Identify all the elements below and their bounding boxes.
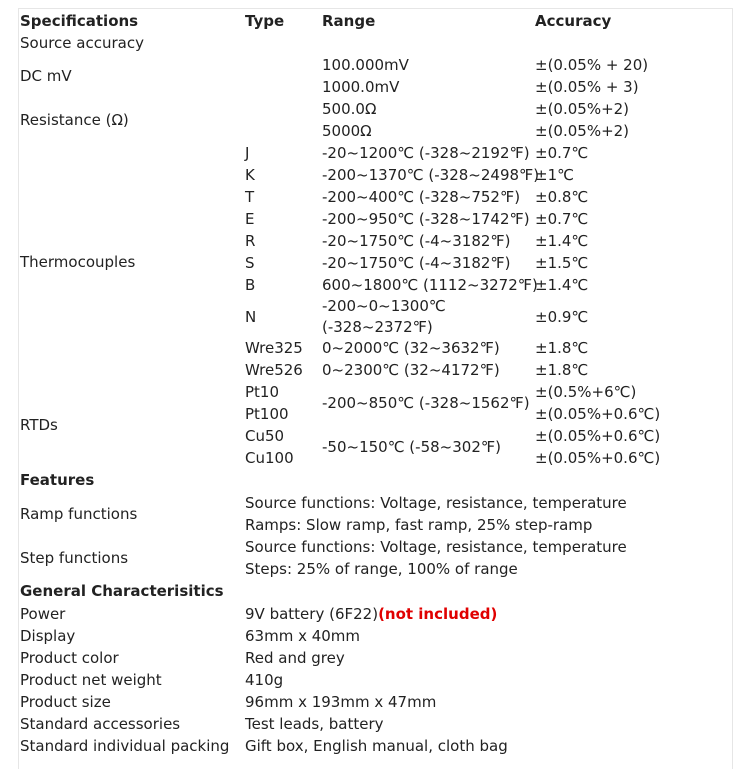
rtd-type-pt100: Pt100 xyxy=(245,405,289,423)
color-label: Product color xyxy=(20,649,119,667)
step-functions-line2: Steps: 25% of range, 100% of range xyxy=(245,560,518,578)
tc-accuracy-s: ±1.5℃ xyxy=(535,254,589,272)
step-functions-label: Step functions xyxy=(20,549,129,567)
tc-type-wre526: Wre526 xyxy=(245,361,303,379)
rtd-accuracy-pt100: ±(0.05%+0.6℃) xyxy=(535,405,661,423)
weight-value: 410g xyxy=(245,671,284,689)
header-accuracy: Accuracy xyxy=(535,12,612,30)
tc-accuracy-wre526: ±1.8℃ xyxy=(535,361,589,379)
weight-label: Product net weight xyxy=(20,671,162,689)
rtd-accuracy-cu50: ±(0.05%+0.6℃) xyxy=(535,427,661,445)
dcmv-range-1: 100.000mV xyxy=(322,56,409,74)
thermocouples-label: Thermocouples xyxy=(20,253,136,271)
rtd-accuracy-cu100: ±(0.05%+0.6℃) xyxy=(535,449,661,467)
resistance-range-1: 500.0Ω xyxy=(322,100,377,118)
tc-range-n-line1: -200~0~1300℃ xyxy=(322,297,446,315)
power-label: Power xyxy=(20,605,66,623)
display-label: Display xyxy=(20,627,76,645)
tc-range-b: 600~1800℃ (1112~3272℉) xyxy=(322,276,538,294)
tc-accuracy-r: ±1.4℃ xyxy=(535,232,589,250)
dcmv-accuracy-2: ±(0.05% + 3) xyxy=(535,78,639,96)
tc-accuracy-wre325: ±1.8℃ xyxy=(535,339,589,357)
resistance-range-2: 5000Ω xyxy=(322,122,372,140)
tc-type-n: N xyxy=(245,308,257,326)
tc-type-wre325: Wre325 xyxy=(245,339,303,357)
header-type: Type xyxy=(245,12,285,30)
tc-type-k: K xyxy=(245,166,255,184)
rtd-type-cu50: Cu50 xyxy=(245,427,285,445)
tc-type-j: J xyxy=(245,144,250,162)
tc-accuracy-n: ±0.9℃ xyxy=(535,308,589,326)
color-value: Red and grey xyxy=(245,649,345,667)
accessories-value: Test leads, battery xyxy=(245,715,384,733)
rtd-type-pt10: Pt10 xyxy=(245,383,280,401)
size-label: Product size xyxy=(20,693,111,711)
dcmv-accuracy-1: ±(0.05% + 20) xyxy=(535,56,649,74)
tc-range-r: -20~1750℃ (-4~3182℉) xyxy=(322,232,511,250)
tc-type-r: R xyxy=(245,232,256,250)
resistance-accuracy-2: ±(0.05%+2) xyxy=(535,122,630,140)
tc-type-b: B xyxy=(245,276,256,294)
step-functions-line1: Source functions: Voltage, resistance, temperature xyxy=(245,538,627,556)
tc-range-e: -200~950℃ (-328~1742℉) xyxy=(322,210,530,228)
packing-value: Gift box, English manual, cloth bag xyxy=(245,737,508,755)
rtds-label: RTDs xyxy=(20,416,58,434)
tc-range-wre325: 0~2000℃ (32~3632℉) xyxy=(322,339,500,357)
tc-accuracy-j: ±0.7℃ xyxy=(535,144,589,162)
ramp-functions-line2: Ramps: Slow ramp, fast ramp, 25% step-ramp xyxy=(245,516,593,534)
dcmv-label: DC mV xyxy=(20,67,72,85)
tc-accuracy-k: ±1℃ xyxy=(535,166,574,184)
power-note: (not included) xyxy=(378,605,498,623)
tc-type-t: T xyxy=(245,188,255,206)
tc-range-k: -200~1370℃ (-328~2498℉) xyxy=(322,166,540,184)
resistance-label: Resistance (Ω) xyxy=(20,111,129,129)
display-value: 63mm x 40mm xyxy=(245,627,361,645)
features-title: Features xyxy=(20,471,95,489)
tc-type-e: E xyxy=(245,210,255,228)
ramp-functions-line1: Source functions: Voltage, resistance, temperature xyxy=(245,494,627,512)
rtd-range-pt: -200~850℃ (-328~1562℉) xyxy=(322,394,530,412)
tc-range-n-line2: (-328~2372℉) xyxy=(322,318,433,336)
rtd-accuracy-pt10: ±(0.5%+6℃) xyxy=(535,383,637,401)
tc-range-t: -200~400℃ (-328~752℉) xyxy=(322,188,521,206)
header-specifications: Specifications xyxy=(20,12,139,30)
power-value-text: 9V battery (6F22) xyxy=(245,605,379,623)
ramp-functions-label: Ramp functions xyxy=(20,505,138,523)
tc-accuracy-b: ±1.4℃ xyxy=(535,276,589,294)
source-accuracy-label: Source accuracy xyxy=(20,34,144,52)
tc-range-j: -20~1200℃ (-328~2192℉) xyxy=(322,144,530,162)
header-range: Range xyxy=(322,12,376,30)
resistance-accuracy-1: ±(0.05%+2) xyxy=(535,100,630,118)
rtd-type-cu100: Cu100 xyxy=(245,449,294,467)
tc-type-s: S xyxy=(245,254,255,272)
rtd-range-cu: -50~150℃ (-58~302℉) xyxy=(322,438,501,456)
tc-range-s: -20~1750℃ (-4~3182℉) xyxy=(322,254,511,272)
dcmv-range-2: 1000.0mV xyxy=(322,78,400,96)
general-title: General Characterisitics xyxy=(20,582,224,600)
power-value xyxy=(245,603,497,625)
packing-label: Standard individual packing xyxy=(20,737,230,755)
size-value: 96mm x 193mm x 47mm xyxy=(245,693,437,711)
tc-range-wre526: 0~2300℃ (32~4172℉) xyxy=(322,361,500,379)
tc-accuracy-e: ±0.7℃ xyxy=(535,210,589,228)
accessories-label: Standard accessories xyxy=(20,715,181,733)
tc-accuracy-t: ±0.8℃ xyxy=(535,188,589,206)
